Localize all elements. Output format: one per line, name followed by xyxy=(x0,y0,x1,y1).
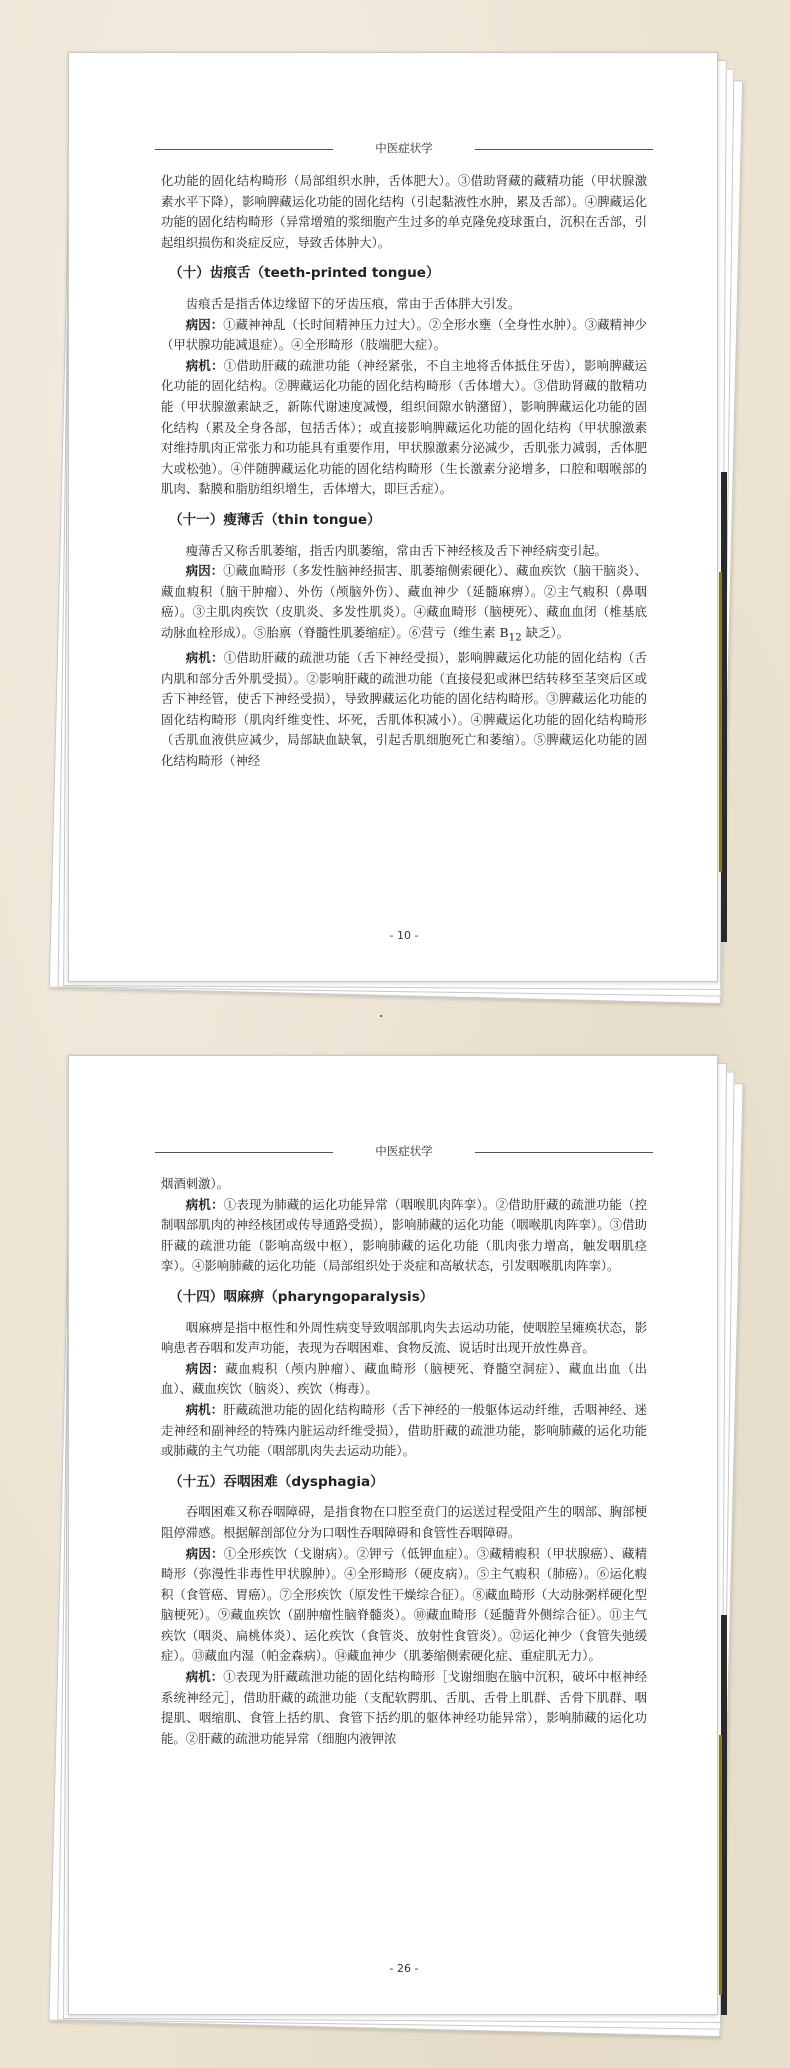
paragraph xyxy=(161,1359,647,1400)
paragraph: 化功能的固化结构畸形（局部组织水肿，舌体肥大）。③借助肾藏的藏精功能（甲状腺激素水平下降），影响脾藏运化功能的固化结构（引起黏液性水肿，累及舌部）。④脾藏运化功能的固化结构畸形（异常增殖的浆细胞产生过多的单克隆免疫球蛋白，沉积在舌部，引起组织损伤和炎症反应，导致舌体肿大）。 xyxy=(161,173,647,250)
section-heading: （十）齿痕舌（teeth-printed tongue） xyxy=(169,265,440,282)
paragraph-label: 病因： xyxy=(185,1545,224,1561)
page-edge-accent xyxy=(719,1735,722,1995)
paragraph xyxy=(161,1195,647,1277)
paragraph-label: 病因： xyxy=(185,316,224,332)
paragraph-text: 肝藏疏泄功能的固化结构畸形（舌下神经的一般躯体运动纤维，舌咽神经、迷走神经和副神经的特殊内脏运动纤维受损），借助肝藏的疏泄功能，影响肺藏的运化功能或肺藏的主气功能（咽部肌肉失去运动功能）。 xyxy=(161,1401,648,1459)
section-heading: （十四）咽麻痹（pharyngoparalysis） xyxy=(169,1288,434,1305)
paragraph-text: ①表现为肝藏疏泄功能的固化结构畸形［戈谢细胞在脑中沉积，破坏中枢神经系统神经元］，借助肝藏的疏泄功能（支配软腭肌、舌肌、舌骨上肌群、舌骨下肌群、咽提肌、咽缩肌、食管上括约肌、食管下括约肌的躯体神经功能异常），影响肺藏的运化功能。②肝藏的疏泄功能异常（细胞内液钾浓 xyxy=(161,1669,648,1746)
paragraph-text: ①全形疾饮（戈谢病）。②钾亏（低钾血症）。③藏精瘕积（甲状腺癌）、藏精畸形（弥漫性非毒性甲状腺肿）。④全形畸形（硬皮病）。⑤主气瘕积（肺癌）。⑥运化瘕积（食管癌、胃癌）。⑦全形疾饮（原发性干燥综合征）。⑧藏血畸形（大动脉粥样硬化型脑梗死）。⑨藏血疾饮（副肿瘤性脑脊髓炎）。⑩藏血畸形（延髓背外侧综合征）。⑪主气疾饮（咽炎、扁桃体炎）、运化疾饮（食管炎、放射性食管炎）。⑫运化神少（食管失弛缓症）。⑬藏血内湿（帕金森病）。⑭藏血神少（肌萎缩侧索硬化症、重症肌无力）。 xyxy=(161,1545,648,1664)
paragraph-text: ①藏血畸形（多发性脑神经损害、肌萎缩侧索硬化）、藏血疾饮（脑干脑炎）、藏血瘕积（脑干肿瘤）、外伤（颅脑外伤）、藏血神少（延髓麻痹）。②主气瘕积（鼻咽癌）。③主肌肉疾饮（皮肌炎、多发性肌炎）。④藏血畸形（脑梗死）、藏血血闭（椎基底动脉血栓形成）。⑤胎禀（脊髓性肌萎缩症）。⑥营亏（维生素 B xyxy=(161,563,648,640)
paragraph-text: ①表现为肺藏的运化功能异常（咽喉肌肉阵挛）。②借助肝藏的疏泄功能（控制咽部肌肉的神经核团或传导通路受损），影响肺藏的运化功能（咽喉肌肉阵挛）。③借助肝藏的疏泄功能（影响高级中枢），影响肺藏的运化功能（肌肉张力增高，触发咽肌痉挛）。④影响肺藏的运化功能（局部组织处于炎症和高敏状态，引发咽喉肌肉阵挛）。 xyxy=(161,1196,647,1274)
paragraph-text: ①藏神神乱（长时间精神压力过大）。②全形水壅（全身性水肿）。③藏精神少（甲状腺功能减退症）。④全形畸形（肢端肥大症）。 xyxy=(161,316,648,353)
paragraph: 烟酒刺激）。 xyxy=(161,1176,230,1191)
section-heading: （十一）瘦薄舌（thin tongue） xyxy=(169,511,381,528)
page-body xyxy=(161,1174,647,1749)
header-rule-right xyxy=(475,149,653,150)
paragraph xyxy=(161,356,647,500)
paragraph-label: 病因： xyxy=(185,1360,226,1376)
header-rule-right xyxy=(475,1152,653,1153)
page-number: - 26 - xyxy=(389,1962,419,1975)
paragraph xyxy=(161,315,647,356)
document-page-2 xyxy=(68,1055,718,2015)
paragraph: 吞咽困难又称吞咽障碍，是指食物在口腔至贲门的运送过程受阻产生的咽部、胸部梗阻停滞感。根据解剖部位分为口咽性吞咽障碍和食管性吞咽障碍。 xyxy=(161,1504,647,1540)
paragraph-label: 病机： xyxy=(185,1669,224,1685)
paragraph-label: 病机： xyxy=(185,649,224,665)
running-header xyxy=(155,139,653,159)
background-speck xyxy=(380,1015,382,1017)
page-sheet xyxy=(68,1055,718,2015)
page-number: - 10 - xyxy=(389,929,419,942)
page-body xyxy=(161,171,647,772)
page-edge-accent xyxy=(719,572,722,872)
paragraph xyxy=(161,1667,647,1749)
paragraph xyxy=(161,1544,647,1668)
paragraph: 齿痕舌是指舌体边缘留下的牙齿压痕，常由于舌体胖大引发。 xyxy=(185,295,521,311)
running-header xyxy=(155,1142,653,1162)
paragraph: 咽麻痹是指中枢性和外周性病变导致咽部肌肉失去运动功能，使咽腔呈瘫痪状态，影响患者吞咽和发声功能，表现为吞咽困难、食物反流、说话时出现开放性鼻音。 xyxy=(161,1319,647,1356)
paragraph-text: 藏血瘕积（颅内肿瘤）、藏血畸形（脑梗死、脊髓空洞症）、藏血出血（出血）、藏血疾饮（脑炎）、疾饮（梅毒）。 xyxy=(161,1360,648,1397)
paragraph xyxy=(161,648,647,772)
paragraph xyxy=(161,561,647,648)
section-heading: （十五）吞咽困难（dysphagia） xyxy=(169,1473,384,1490)
document-page-1 xyxy=(68,52,718,982)
paragraph-label: 病机： xyxy=(185,357,224,373)
subscript: 12 xyxy=(508,631,522,644)
paragraph-label: 病因： xyxy=(185,563,224,579)
paragraph-text: ①借助肝藏的疏泄功能（神经紧张，不自主地将舌体抵住牙齿），影响脾藏运化功能的固化结构。②脾藏运化功能的固化结构畸形（舌体增大）。③借助肾藏的散精功能（甲状腺激素缺乏，新陈代谢速度减慢，组织间隙水钠潴留），影响脾藏运化功能的固化结构（累及全身各部，包括舌体）；或直接影响脾藏运化功能的固化结构（甲状腺激素对维持肌肉正常张力和功能具有重要作用，甲状腺激素分泌减少，舌肌张力减弱，舌体肥大或松弛）。④伴随脾藏运化功能的固化结构畸形（生长激素分泌增多，口腔和咽喉部的肌肉、黏膜和脂肪组织增生，舌体增大，即巨舌症）。 xyxy=(161,357,647,497)
paragraph xyxy=(161,1400,647,1462)
paragraph: 瘦薄舌又称舌肌萎缩，指舌内肌萎缩，常由舌下神经核及舌下神经病变引起。 xyxy=(185,542,608,558)
header-title: 中医症状学 xyxy=(375,1144,433,1158)
paragraph-text: 缺乏）。 xyxy=(521,624,570,640)
paragraph-text: ①借助肝藏的疏泄功能（舌下神经受损），影响脾藏运化功能的固化结构（舌内肌和部分舌外肌受损）。②影响肝藏的疏泄功能（直接侵犯或淋巴结转移至茎突后区或舌下神经管，使舌下神经受损），导致脾藏运化功能的固化结构畸形。③脾藏运化功能的固化结构畸形（肌肉纤维变性、坏死，舌肌体积减小）。④脾藏运化功能的固化结构畸形（舌肌血液供应减少，局部缺血缺氧，引起舌肌细胞死亡和萎缩）。⑤脾藏运化功能的固化结构畸形（神经 xyxy=(161,649,647,768)
header-title: 中医症状学 xyxy=(375,141,433,155)
paragraph-label: 病机： xyxy=(185,1401,224,1417)
page-sheet xyxy=(68,52,718,982)
paragraph-label: 病机： xyxy=(185,1196,224,1212)
